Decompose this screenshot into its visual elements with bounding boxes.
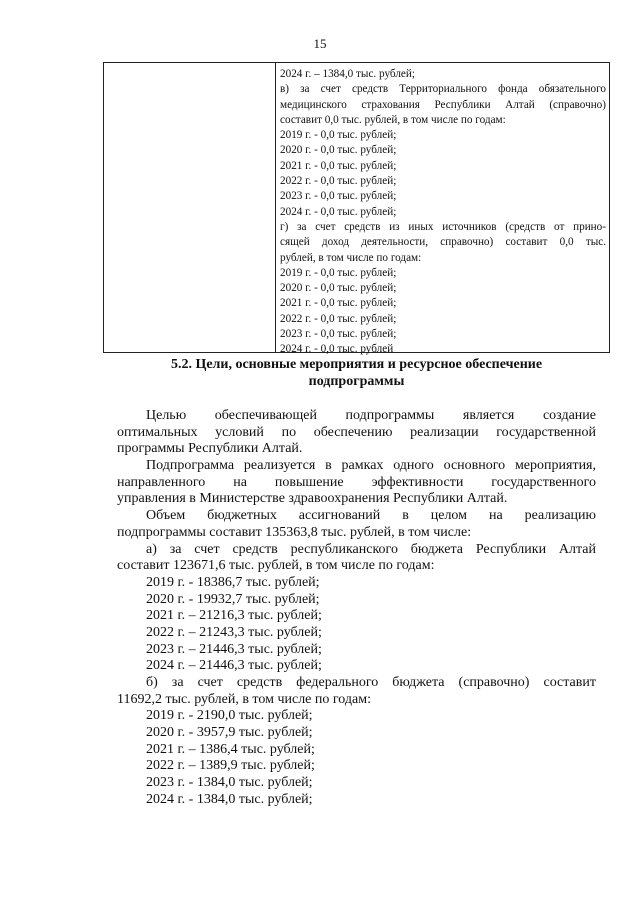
year-line: 2021 г. – 21216,3 тыс. рублей; [146, 608, 322, 624]
year-line: 2022 г. – 21243,3 тыс. рублей; [146, 624, 322, 640]
year-line: 2022 г. – 1389,9 тыс. рублей; [146, 758, 315, 774]
table-line: 2023 г. - 0,0 тыс. рублей; [280, 328, 397, 341]
paragraph-line: Целью обеспечивающей подпрограммы является создание [146, 408, 596, 423]
paragraph-line: а) за счет средств республиканского бюджета Республики Алтай [146, 541, 596, 557]
table-line: 2024 г. - 0,0 тыс. рублей; [280, 205, 397, 218]
section-heading [103, 356, 610, 390]
paragraph-line: 11692,2 тыс. рублей, в том числе по годам: [117, 691, 371, 707]
table-line: 2022 г. - 0,0 тыс. рублей; [280, 175, 397, 188]
body-text [117, 408, 596, 809]
table-line: составит 0,0 тыс. рублей, в том числе по годам: [280, 113, 506, 126]
paragraph-line: б) за счет средств федерального бюджета (справочно) составит [146, 675, 596, 690]
table-line: медицинского страхования Республики Алтай (справочно) [280, 98, 606, 111]
year-line: 2019 г. - 2190,0 тыс. рублей; [146, 708, 313, 724]
paragraph-line: программы Республики Алтай. [117, 441, 303, 457]
year-line: 2019 г. - 18386,7 тыс. рублей; [146, 574, 320, 590]
table-line: в) за счет средств Территориального фонда обязательного [280, 83, 606, 96]
table-line: 2024 г. - 0,0 тыс. рублей [280, 343, 394, 356]
year-line: 2020 г. - 3957,9 тыс. рублей; [146, 725, 313, 741]
year-line: 2023 г. - 1384,0 тыс. рублей; [146, 775, 313, 791]
year-line: 2024 г. – 21446,3 тыс. рублей; [146, 658, 322, 674]
year-line: 2021 г. – 1386,4 тыс. рублей; [146, 741, 315, 757]
paragraph-line: подпрограммы составит 135363,8 тыс. рублей, в том числе: [117, 524, 472, 540]
paragraph-line: Объем бюджетных ассигнований в целом на реализацию [146, 508, 596, 524]
paragraph-line: оптимальных условий по обеспечению реализации государственной [117, 424, 596, 440]
table-line: 2021 г. - 0,0 тыс. рублей; [280, 159, 397, 172]
table-line: 2021 г. - 0,0 тыс. рублей; [280, 297, 397, 310]
paragraph-line: управления в Министерстве здравоохранения Республики Алтай. [117, 491, 508, 507]
year-line: 2023 г. – 21446,3 тыс. рублей; [146, 641, 322, 657]
table-column-divider [275, 63, 276, 352]
paragraph-line: Подпрограмма реализуется в рамках одного основного мероприятия, [146, 458, 596, 474]
section-heading-line: 5.2. Цели, основные мероприятия и ресурсное обеспечение [170, 357, 543, 372]
table-line: 2024 г. – 1384,0 тыс. рублей; [280, 68, 415, 80]
table-line: г) за счет средств из иных источников (средств от прино- [280, 220, 606, 233]
year-line: 2024 г. - 1384,0 тыс. рублей; [146, 791, 313, 807]
section-heading-line: подпрограммы [308, 374, 405, 389]
page-number: 15 [313, 36, 327, 51]
table-line: сящей доход деятельности, справочно) составит 0,0 тыс. [280, 236, 606, 249]
table-line: 2019 г. - 0,0 тыс. рублей; [280, 266, 397, 279]
year-line: 2020 г. - 19932,7 тыс. рублей; [146, 591, 320, 607]
table-line: 2019 г. - 0,0 тыс. рублей; [280, 129, 397, 142]
paragraph-line: направленного на повышение эффективности государственного [117, 474, 596, 490]
table-line: 2022 г. - 0,0 тыс. рублей; [280, 312, 397, 325]
paragraph-line: составит 123671,6 тыс. рублей, в том числе по годам: [117, 558, 435, 574]
continuation-table [103, 62, 610, 356]
table-line: 2020 г. - 0,0 тыс. рублей; [280, 282, 397, 295]
table-line: 2020 г. - 0,0 тыс. рублей; [280, 144, 397, 157]
table-right-cell [280, 67, 606, 358]
table-line: рублей, в том числе по годам: [280, 251, 422, 264]
table-line: 2023 г. - 0,0 тыс. рублей; [280, 190, 397, 203]
